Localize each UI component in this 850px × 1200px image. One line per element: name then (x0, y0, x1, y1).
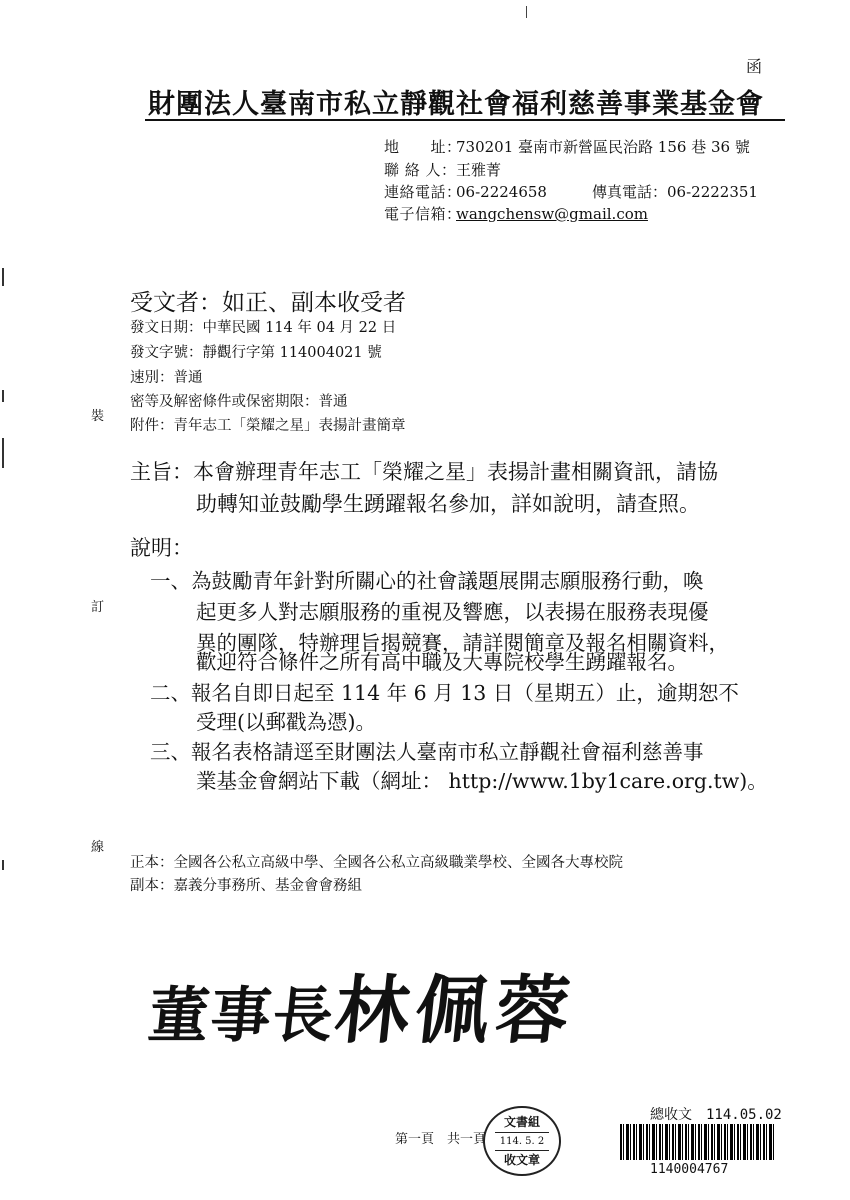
stamp-bottom-text: 收文章 (503, 1153, 540, 1167)
scan-edge-mark (2, 390, 4, 402)
binding-mark-line: 線 (91, 840, 105, 855)
stamp-date: 114. 5. 2 (499, 1136, 545, 1147)
binding-mark-bind: 裝 (91, 409, 105, 424)
stamp-divider (495, 1150, 549, 1151)
email-label: 電子信箱： (384, 205, 462, 223)
address-label: 地 址： (384, 138, 462, 156)
description-item-3-line-2: 業基金會網站下載（網址： http://www.1by1care.org.tw)。 (196, 769, 768, 793)
contact-email (384, 203, 648, 224)
copy-recipients: 副本：嘉義分事務所、基金會會務組 (130, 878, 362, 894)
title-rule (145, 119, 785, 121)
description-title: 說明： (130, 536, 193, 560)
address-value: 730201 臺南市新營區民治路 156 巷 36 號 (456, 138, 750, 156)
phone-value: 06-2224658 (456, 183, 547, 201)
binding-mark-staple: 訂 (91, 600, 105, 615)
subject-line-2: 助轉知並鼓勵學生踴躍報名參加，詳如說明，請查照。 (196, 492, 700, 516)
attachment-line: 附件：青年志工「榮耀之星」表揚計畫簡章 (130, 418, 406, 434)
barcode-number: 1140004767 (650, 1162, 729, 1177)
delivery-speed: 速別：普通 (130, 370, 203, 386)
recipient-line: 受文者：如正、副本收受者 (130, 290, 406, 316)
description-item-1-line-1: 一、為鼓勵青年針對所關心的社會議題展開志願服務行動，喚 (150, 569, 704, 593)
page-info: 第一頁 共一頁 (395, 1132, 487, 1147)
signature-name: 林佩蓉 (330, 968, 580, 1054)
stamp-top-text: 文書組 (503, 1115, 540, 1129)
document-type: 函 (745, 57, 762, 76)
fax-label: 傳真電話： (592, 183, 668, 201)
contact-person (384, 159, 501, 180)
person-label: 聯 絡 人： (384, 161, 457, 179)
organization-name: 財團法人臺南市私立靜觀社會福利慈善事業基金會 (148, 89, 764, 120)
contact-address (384, 136, 750, 157)
signature-title: 董事長 (145, 981, 339, 1051)
secrecy-level: 密等及解密條件或保密期限：普通 (130, 394, 348, 410)
issue-date: 發文日期：中華民國 114 年 04 月 22 日 (130, 320, 397, 336)
contact-fax (592, 181, 758, 202)
description-item-1-line-4: 歡迎符合條件之所有高中職及大專院校學生踴躍報名。 (196, 650, 688, 674)
received-stamp (483, 1106, 561, 1176)
scan-edge-mark (2, 860, 4, 870)
document-number: 發文字號：靜觀行字第 114004021 號 (130, 345, 382, 361)
main-recipients: 正本：全國各公私立高級中學、全國各公私立高級職業學校、全國各大專校院 (130, 855, 623, 871)
description-item-2-line-1: 二、報名自即日起至 114 年 6 月 13 日（星期五）止，逾期恕不 (150, 681, 739, 705)
contact-phone (384, 181, 547, 202)
scan-mark (526, 6, 527, 18)
description-item-3-line-1: 三、報名表格請逕至財團法人臺南市私立靜觀社會福利慈善事 (150, 740, 704, 764)
scan-edge-mark (2, 268, 4, 286)
signature (144, 952, 581, 1058)
receipt-label: 總收文 114.05.02 (650, 1107, 782, 1123)
email-link[interactable]: wangchensw@gmail.com (456, 205, 648, 223)
scan-edge-mark (2, 438, 4, 468)
description-item-2-line-2: 受理(以郵戳為憑)。 (196, 710, 376, 734)
description-item-1-line-3: 異的團隊，特辦理旨揭競賽，請詳閱簡章及報名相關資料， (196, 631, 729, 655)
person-value: 王雅菁 (456, 161, 502, 179)
barcode (620, 1124, 775, 1160)
subject-line-1: 主旨：本會辦理青年志工「榮耀之星」表揚計畫相關資訊，請協 (130, 460, 718, 484)
phone-label: 連絡電話： (384, 183, 462, 201)
stamp-divider (495, 1132, 549, 1133)
fax-value: 06-2222351 (667, 183, 758, 201)
description-item-1-line-2: 起更多人對志願服務的重視及響應，以表揚在服務表現優 (196, 600, 709, 624)
